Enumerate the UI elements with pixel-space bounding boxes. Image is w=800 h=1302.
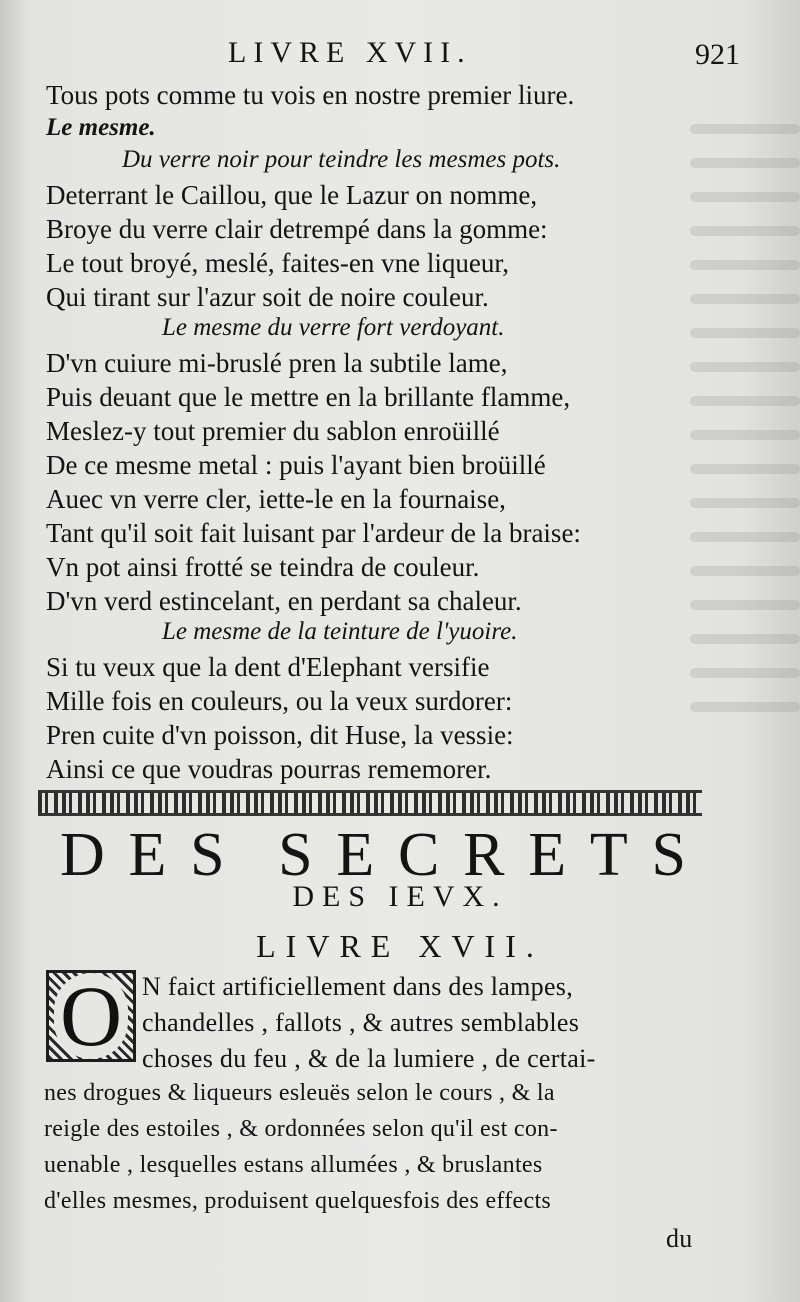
body-line: N faict artificiellement dans des lampes,: [142, 972, 574, 1001]
title-letter: C: [398, 821, 454, 889]
verse-line: D'vn verd estincelant, en perdant sa chaleur.: [46, 586, 522, 616]
caption-yuoire: Le mesme de la teinture de l'yuoire.: [162, 618, 518, 645]
verse-line: Tous pots comme tu vois en nostre premier liure.: [46, 80, 575, 110]
title-letter: D: [60, 821, 119, 889]
verse-line: Qui tirant sur l'azur soit de noire couleur.: [46, 282, 489, 312]
section-subtitle: DES IEVX.: [292, 880, 508, 913]
decorative-band-ornament: [38, 790, 702, 816]
verse-line: Auec vn verre cler, iette-le en la fournaise,: [46, 484, 506, 514]
title-letter: S: [190, 821, 239, 889]
title-letter: E: [336, 821, 389, 889]
verse-line: Tant qu'il soit fait luisant par l'ardeur de la braise:: [46, 518, 581, 548]
body-line: choses du feu , & de la lumiere , de certai-: [142, 1044, 596, 1073]
verse-line: Broye du verre clair detrempé dans la gomme:: [46, 214, 548, 244]
book-heading: LIVRE XVII.: [256, 928, 544, 964]
initial-letter: O: [54, 973, 128, 1059]
verse-line: Puis deuant que le mettre en la brillante flamme,: [46, 382, 571, 412]
verse-line: Le tout broyé, meslé, faites-en vne liqueur,: [46, 248, 510, 278]
verse-line: Mille fois en couleurs, ou la veux surdorer:: [46, 686, 513, 716]
body-line: d'elles mesmes, produisent quelquesfois des effects: [44, 1188, 552, 1214]
running-title: LIVRE XVII.: [228, 36, 472, 69]
verse-line: Meslez-y tout premier du sablon enroüillé: [46, 416, 500, 446]
title-letter: S: [651, 821, 700, 889]
verse-line: Si tu veux que la dent d'Elephant versifie: [46, 652, 490, 682]
title-letter: T: [589, 821, 642, 889]
caption-verre-noir: Du verre noir pour teindre les mesmes pots.: [122, 146, 561, 173]
body-line: uenable , lesquelles estans allumées , & bruslantes: [44, 1152, 543, 1178]
verse-line: Ainsi ce que voudras pourras rememorer.: [46, 754, 492, 784]
title-letter: E: [528, 821, 581, 889]
verse-line: Vn pot ainsi frotté se teindra de couleur.: [46, 552, 480, 582]
verse-line: Pren cuite d'vn poisson, dit Huse, la vessie:: [46, 720, 514, 750]
verse-line: D'vn cuiure mi-bruslé pren la subtile lame,: [46, 348, 508, 378]
decorated-initial: [46, 970, 136, 1062]
body-line: reigle des estoiles , & ordonnées selon qu'il est con-: [44, 1116, 558, 1142]
page-header: [40, 36, 740, 76]
page-number: 921: [695, 38, 740, 71]
catchword: du: [666, 1224, 693, 1253]
verse-line: Deterrant le Caillou, que le Lazur on nomme,: [46, 180, 538, 210]
body-line: nes drogues & liqueurs esleuës selon le cours , & la: [44, 1080, 555, 1106]
caption-le-mesme: Le mesme.: [46, 114, 156, 141]
title-letter: R: [463, 821, 519, 889]
verse-line: De ce mesme metal : puis l'ayant bien broüillé: [46, 450, 546, 480]
title-letter: S: [278, 821, 327, 889]
body-line: chandelles , fallots , & autres semblables: [142, 1008, 580, 1037]
title-letter: E: [128, 821, 181, 889]
caption-verdoyant: Le mesme du verre fort verdoyant.: [162, 314, 505, 341]
